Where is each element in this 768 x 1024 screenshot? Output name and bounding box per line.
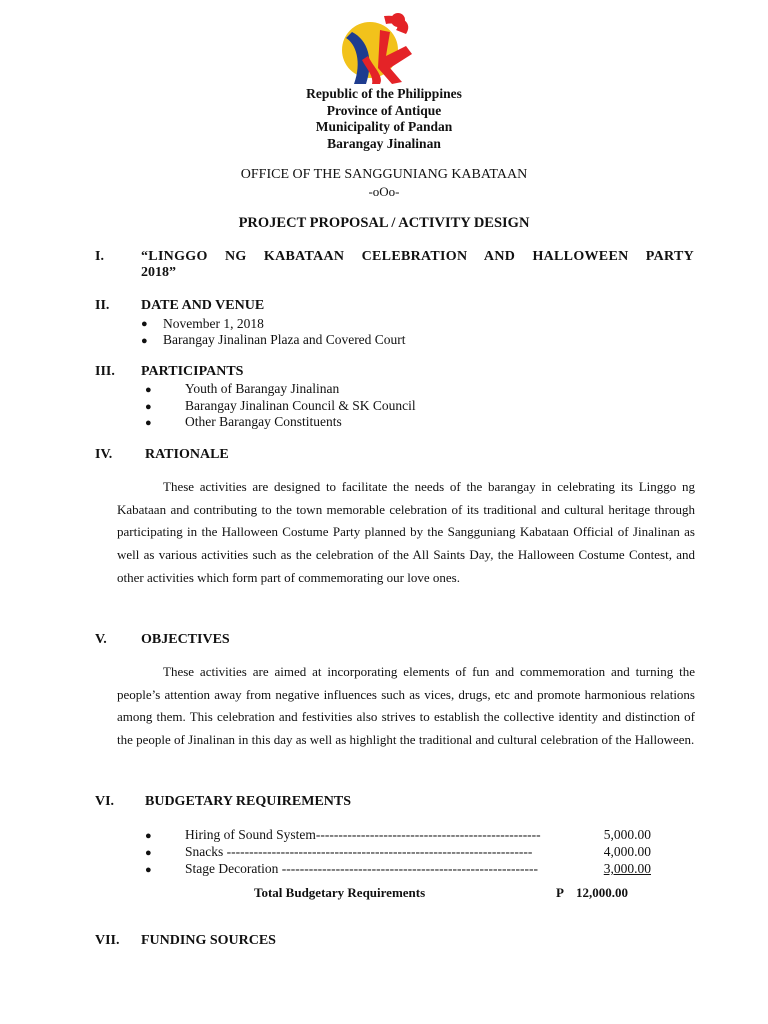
budget-item-label: Stage Decoration: [185, 861, 282, 876]
section-4-title: RATIONALE: [145, 447, 229, 462]
bullet-icon: ●: [145, 417, 152, 429]
section-2-number: II.: [95, 298, 110, 313]
total-amount: 12,000.00: [576, 885, 628, 900]
section-3-number: III.: [95, 364, 115, 379]
header-address: [0, 86, 768, 152]
section-7-number: VII.: [95, 933, 120, 948]
budget-item: [185, 844, 651, 860]
budget-item-amount: 3,000.00: [603, 861, 651, 876]
rationale-paragraph: These activities are designed to facilitate the needs of the barangay in celebrating its Linggo ng Kabataan and contributing to the town memorable celebration of its traditional and cultural heritage through participating in the Halloween Costume Party planned by the Sangguniang Kabataan Official of Jinalinan as well as various activities such as the celebration of the All Saints Day, the Halloween Costume Contest, and other activities which form part of commemorating our love ones.: [117, 479, 695, 585]
section-5-number: V.: [95, 632, 107, 647]
header-line-province: Province of Antique: [326, 102, 442, 118]
participant-item: Barangay Jinalinan Council & SK Council: [185, 398, 416, 413]
section-6-title: BUDGETARY REQUIREMENTS: [145, 794, 352, 809]
budget-item-leader: --------------------------------------------------: [315, 827, 541, 842]
bullet-icon: ●: [145, 384, 152, 396]
objectives-paragraph: These activities are aimed at incorporating elements of fun and commemoration and turning the people’s attention away from negative influences such as vices, drugs, etc and promote harmonious relations among them. This celebration and festivities also strives to establish the collective identity and distinction of the people of Jinalinan in this day as well as highlight the traditional and cultural celebration of the Halloween.: [117, 664, 695, 748]
section-4-number: IV.: [95, 447, 113, 462]
date-item: November 1, 2018: [163, 316, 264, 331]
office-block: [0, 167, 768, 200]
bullet-icon: ●: [145, 847, 152, 859]
section-2-title: DATE AND VENUE: [141, 298, 265, 313]
section-6-number: VI.: [95, 794, 115, 809]
document-title: PROJECT PROPOSAL / ACTIVITY DESIGN: [238, 215, 530, 231]
section-1-title-line2: 2018”: [141, 265, 176, 280]
section-1-title-line1: “LINGGO NG KABATAAN CELEBRATION AND HALLOWEEN PARTY: [141, 249, 694, 264]
bullet-icon: ●: [145, 864, 152, 876]
total-label: Total Budgetary Requirements: [254, 885, 426, 900]
budget-item-amount: 5,000.00: [603, 827, 651, 842]
bullet-icon: ●: [141, 335, 148, 347]
budget-item-label: Hiring of Sound System: [185, 827, 316, 842]
section-7-title: FUNDING SOURCES: [141, 933, 276, 948]
budget-item-label: Snacks: [185, 844, 227, 859]
section-5-title: OBJECTIVES: [141, 632, 230, 647]
section-3-title: PARTICIPANTS: [141, 364, 244, 379]
budget-item-leader: ---------------------------------------------------------: [281, 861, 538, 876]
bullet-icon: ●: [141, 318, 148, 330]
participant-item: Other Barangay Constituents: [185, 414, 342, 429]
header-line-barangay: Barangay Jinalinan: [327, 135, 441, 151]
sk-logo-icon: [340, 10, 420, 86]
section-1-number: I.: [95, 249, 104, 264]
office-title: OFFICE OF THE SANGGUNIANG KABATAAN: [240, 167, 528, 182]
header-line-municipality: Municipality of Pandan: [315, 119, 453, 134]
separator: -oOo-: [368, 183, 400, 199]
venue-item: Barangay Jinalinan Plaza and Covered Court: [163, 332, 406, 347]
budget-item-leader: --------------------------------------------------------------------: [226, 844, 533, 859]
budget-item: [185, 861, 651, 877]
budget-item: [185, 827, 651, 843]
budget-item-amount: 4,000.00: [603, 844, 651, 859]
header-line-country: Republic of the Philippines: [306, 86, 462, 101]
participant-item: Youth of Barangay Jinalinan: [185, 381, 340, 396]
bullet-icon: ●: [145, 401, 152, 413]
bullet-icon: ●: [145, 830, 152, 842]
total-currency: P: [556, 885, 564, 900]
